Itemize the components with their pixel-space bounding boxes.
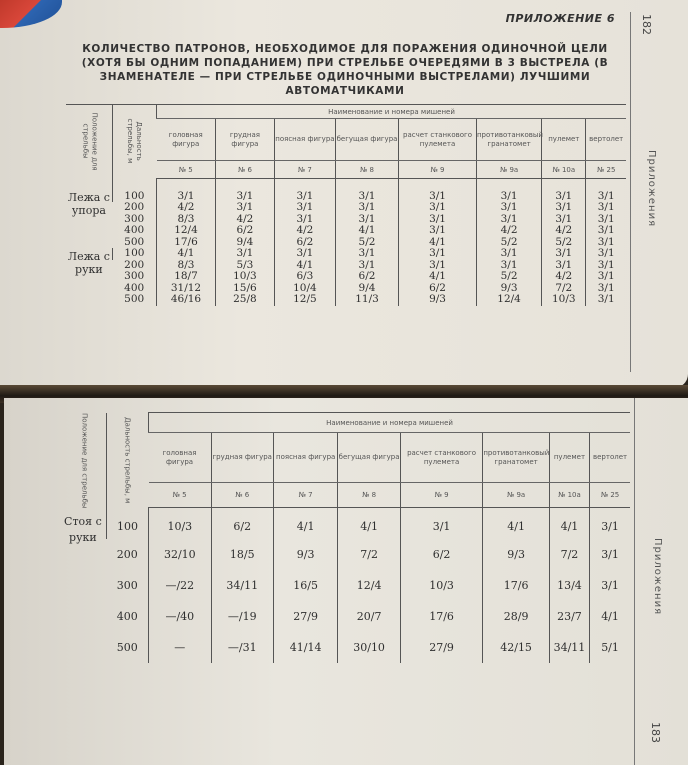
value-cell: 3/1 — [542, 179, 586, 203]
value-cell: 3/1 — [586, 248, 626, 260]
value-cell: —/19 — [211, 601, 273, 632]
value-cell: 25/8 — [215, 294, 274, 306]
target-number-header: № 9а — [483, 483, 549, 508]
target-number-header: № 25 — [590, 483, 630, 508]
target-number-header: № 5 — [149, 483, 211, 508]
value-cell: 3/1 — [586, 225, 626, 237]
page-number: 183 — [649, 722, 662, 743]
table-row — [60, 539, 630, 570]
value-cell: 6/3 — [274, 271, 335, 283]
value-cell: 6/2 — [274, 237, 335, 249]
table-row — [66, 294, 626, 306]
value-cell: —/22 — [149, 570, 211, 601]
value-cell: 42/15 — [483, 632, 549, 663]
value-cell: 3/1 — [335, 179, 398, 203]
target-number-header: № 9 — [399, 161, 477, 179]
target-name-header: поясная фигура — [273, 433, 337, 483]
value-cell: 8/3 — [157, 214, 216, 226]
value-cell: 10/3 — [400, 570, 483, 601]
value-cell: 4/1 — [549, 508, 589, 539]
value-cell: 4/2 — [274, 225, 335, 237]
value-cell: 3/1 — [586, 237, 626, 249]
value-cell: 10/4 — [274, 283, 335, 295]
value-cell: 5/2 — [476, 271, 541, 283]
running-head: Приложения — [652, 538, 663, 616]
value-cell: 3/1 — [274, 202, 335, 214]
value-cell: 9/3 — [273, 539, 337, 570]
value-cell: 3/1 — [399, 179, 477, 203]
position-cell: Лежа с упора — [67, 190, 110, 217]
value-cell: 4/1 — [335, 225, 398, 237]
book-cover-corner — [0, 0, 62, 28]
table-row — [66, 214, 626, 226]
range-cell: 200 — [116, 547, 138, 561]
value-cell: 3/1 — [335, 260, 398, 272]
value-cell: 4/1 — [483, 508, 549, 539]
target-name-header: противотанковый гранатомет — [476, 119, 541, 161]
value-cell: 6/2 — [399, 283, 477, 295]
position-cell: Стоя с руки — [64, 514, 102, 544]
ammo-table-bottom — [60, 412, 630, 663]
value-cell: 3/1 — [335, 214, 398, 226]
table-row — [60, 601, 630, 632]
value-cell: 4/1 — [399, 271, 477, 283]
range-cell: 400 — [124, 281, 145, 294]
value-cell: 3/1 — [400, 508, 483, 539]
range-column-label: Дальность стрельбы, м — [126, 118, 144, 164]
table-row — [66, 283, 626, 295]
value-cell: 3/1 — [590, 570, 630, 601]
table-row — [66, 271, 626, 283]
value-cell: 3/1 — [399, 260, 477, 272]
range-cell: 200 — [124, 201, 145, 214]
value-cell: 23/7 — [549, 601, 589, 632]
value-cell: 9/4 — [335, 283, 398, 295]
value-cell: 8/3 — [157, 260, 216, 272]
value-cell: 3/1 — [586, 260, 626, 272]
page-number: 182 — [640, 14, 653, 35]
target-name-header: грудная фигура — [211, 433, 273, 483]
value-cell: 3/1 — [157, 179, 216, 203]
value-cell: 34/11 — [549, 632, 589, 663]
value-cell: 3/1 — [542, 214, 586, 226]
range-column-header — [106, 413, 148, 508]
value-cell: 6/2 — [211, 508, 273, 539]
value-cell: 5/2 — [476, 237, 541, 249]
value-cell: 4/2 — [157, 202, 216, 214]
table-row — [60, 570, 630, 601]
target-number-header: № 10а — [549, 483, 589, 508]
value-cell: 3/1 — [542, 202, 586, 214]
table-row — [66, 248, 626, 260]
value-cell: 4/1 — [157, 248, 216, 260]
value-cell: 15/6 — [215, 283, 274, 295]
value-cell: 7/2 — [549, 539, 589, 570]
range-cell: 100 — [106, 508, 148, 539]
table-row — [66, 179, 626, 203]
value-cell: —/40 — [149, 601, 211, 632]
target-number-header: № 6 — [211, 483, 273, 508]
target-name-header: пулемет — [549, 433, 589, 483]
range-cell: 500 — [124, 293, 145, 306]
value-cell: 3/1 — [335, 248, 398, 260]
value-cell: 30/10 — [338, 632, 400, 663]
value-cell: 7/2 — [338, 539, 400, 570]
value-cell: 28/9 — [483, 601, 549, 632]
value-cell: 3/1 — [542, 260, 586, 272]
value-cell: 20/7 — [338, 601, 400, 632]
value-cell: 10/3 — [149, 508, 211, 539]
value-cell: 4/2 — [542, 225, 586, 237]
target-number-header: № 5 — [157, 161, 216, 179]
value-cell: 18/7 — [157, 271, 216, 283]
value-cell: 3/1 — [215, 179, 274, 203]
range-cell: 400 — [124, 224, 145, 237]
value-cell: 12/5 — [274, 294, 335, 306]
value-cell: 6/2 — [215, 225, 274, 237]
value-cell: 12/4 — [476, 294, 541, 306]
position-column-label: Положение для стрельбы — [81, 112, 99, 171]
target-name-header: пулемет — [542, 119, 586, 161]
target-number-header: № 25 — [586, 161, 626, 179]
range-column-header — [112, 105, 156, 179]
value-cell: 5/1 — [590, 632, 630, 663]
value-cell: 3/1 — [399, 202, 477, 214]
target-name-header: бегущая фигура — [338, 433, 400, 483]
position-column-label: Положение для стрельбы — [79, 412, 88, 508]
value-cell: 4/1 — [274, 260, 335, 272]
value-cell: 9/4 — [215, 237, 274, 249]
value-cell: 6/2 — [400, 539, 483, 570]
table-row — [66, 260, 626, 272]
range-cell: 300 — [124, 212, 145, 225]
margin-rule — [634, 398, 635, 765]
value-cell: 3/1 — [476, 202, 541, 214]
target-number-header: № 8 — [335, 161, 398, 179]
range-cell: 400 — [116, 609, 138, 623]
value-cell: 18/5 — [211, 539, 273, 570]
value-cell: 3/1 — [586, 283, 626, 295]
value-cell: 3/1 — [274, 214, 335, 226]
value-cell: 4/1 — [338, 508, 400, 539]
target-name-header: противотанковый гранатомет — [483, 433, 549, 483]
value-cell: 4/2 — [476, 225, 541, 237]
table-title: КОЛИЧЕСТВО ПАТРОНОВ, НЕОБХОДИМОЕ ДЛЯ ПОРАЖЕНИЯ ОДИНОЧНОЙ ЦЕЛИ (ХОТЯ БЫ ОДНИМ ПОПАДАНИЕМ) ПРИ СТРЕЛЬБЕ ОЧЕРЕДЯМИ В 3 ВЫСТРЕЛА (В ЗНАМЕНАТЕЛЕ — ПРИ СТРЕЛЬБЕ ОДИНОЧНЫМИ ВЫСТРЕЛАМИ) ЛУЧШИМИ АВТОМАТЧИКАМИ — [81, 43, 609, 97]
value-cell: 3/1 — [399, 214, 477, 226]
target-name-header: бегущая фигура — [335, 119, 398, 161]
target-number-header: № 7 — [273, 483, 337, 508]
target-number-header: № 10а — [542, 161, 586, 179]
value-cell: 3/1 — [586, 271, 626, 283]
running-head: Приложения — [646, 150, 657, 228]
table-row — [66, 237, 626, 249]
table-row — [60, 632, 630, 663]
value-cell: 9/3 — [483, 539, 549, 570]
value-cell: 3/1 — [586, 202, 626, 214]
range-cell: 300 — [116, 578, 138, 592]
value-cell: 9/3 — [399, 294, 477, 306]
value-cell: 3/1 — [586, 214, 626, 226]
value-cell: 3/1 — [476, 179, 541, 203]
target-number-header: № 7 — [274, 161, 335, 179]
value-cell: 17/6 — [483, 570, 549, 601]
value-cell: 17/6 — [400, 601, 483, 632]
target-number-header: № 9а — [476, 161, 541, 179]
value-cell: — — [149, 632, 211, 663]
value-cell: 46/16 — [157, 294, 216, 306]
value-cell: 3/1 — [399, 225, 477, 237]
value-cell: 31/12 — [157, 283, 216, 295]
value-cell: 4/2 — [215, 214, 274, 226]
value-cell: 3/1 — [590, 539, 630, 570]
value-cell: 4/2 — [542, 271, 586, 283]
value-cell: 4/1 — [590, 601, 630, 632]
range-cell: 500 — [116, 640, 138, 654]
range-cell: 100 — [112, 248, 156, 260]
value-cell: 32/10 — [149, 539, 211, 570]
table-row — [66, 225, 626, 237]
value-cell: 3/1 — [542, 248, 586, 260]
target-name-header: поясная фигура — [274, 119, 335, 161]
target-name-header: головная фигура — [149, 433, 211, 483]
value-cell: 3/1 — [476, 260, 541, 272]
range-column-label: Дальность стрельбы, м — [123, 417, 132, 504]
value-cell: 41/14 — [273, 632, 337, 663]
value-cell: 3/1 — [399, 248, 477, 260]
position-column-header — [60, 413, 106, 508]
value-cell: 6/2 — [335, 271, 398, 283]
value-cell: 9/3 — [476, 283, 541, 295]
value-cell: 3/1 — [586, 179, 626, 203]
value-cell: 3/1 — [590, 508, 630, 539]
value-cell: 7/2 — [542, 283, 586, 295]
targets-section-header: Наименование и номера мишеней — [149, 413, 630, 433]
value-cell: 13/4 — [549, 570, 589, 601]
value-cell: 5/2 — [542, 237, 586, 249]
value-cell: 3/1 — [274, 179, 335, 203]
value-cell: 10/3 — [542, 294, 586, 306]
target-name-header: расчет станкового пулемета — [400, 433, 483, 483]
range-cell: 300 — [124, 270, 145, 283]
bottom-page — [4, 398, 688, 765]
range-cell: 100 — [112, 179, 156, 203]
target-number-header: № 8 — [338, 483, 400, 508]
value-cell: 27/9 — [273, 601, 337, 632]
margin-rule — [630, 12, 631, 372]
value-cell: 3/1 — [335, 202, 398, 214]
value-cell: 12/4 — [338, 570, 400, 601]
table-row — [66, 202, 626, 214]
target-number-header: № 6 — [215, 161, 274, 179]
target-name-header: расчет станкового пулемета — [399, 119, 477, 161]
value-cell: 3/1 — [215, 248, 274, 260]
target-name-header: вертолет — [586, 119, 626, 161]
value-cell: 3/1 — [274, 248, 335, 260]
value-cell: 11/3 — [335, 294, 398, 306]
value-cell: 3/1 — [215, 202, 274, 214]
ammo-table-top — [66, 104, 626, 306]
value-cell: 3/1 — [476, 248, 541, 260]
value-cell: 5/3 — [215, 260, 274, 272]
value-cell: —/31 — [211, 632, 273, 663]
value-cell: 3/1 — [476, 214, 541, 226]
range-cell: 200 — [124, 258, 145, 271]
target-name-header: головная фигура — [157, 119, 216, 161]
value-cell: 4/1 — [399, 237, 477, 249]
value-cell: 16/5 — [273, 570, 337, 601]
appendix-label: ПРИЛОЖЕНИЕ 6 — [505, 12, 615, 25]
value-cell: 12/4 — [157, 225, 216, 237]
target-name-header: вертолет — [590, 433, 630, 483]
target-number-header: № 9 — [400, 483, 483, 508]
value-cell: 10/3 — [215, 271, 274, 283]
value-cell: 3/1 — [586, 294, 626, 306]
position-column-header — [66, 105, 112, 179]
value-cell: 4/1 — [273, 508, 337, 539]
table-row — [60, 508, 630, 539]
value-cell: 27/9 — [400, 632, 483, 663]
value-cell: 5/2 — [335, 237, 398, 249]
targets-section-header: Наименование и номера мишеней — [157, 105, 626, 119]
value-cell: 34/11 — [211, 570, 273, 601]
position-cell: Лежа с руки — [67, 250, 110, 276]
value-cell: 17/6 — [157, 237, 216, 249]
range-cell: 500 — [124, 235, 145, 248]
target-name-header: грудная фигура — [215, 119, 274, 161]
